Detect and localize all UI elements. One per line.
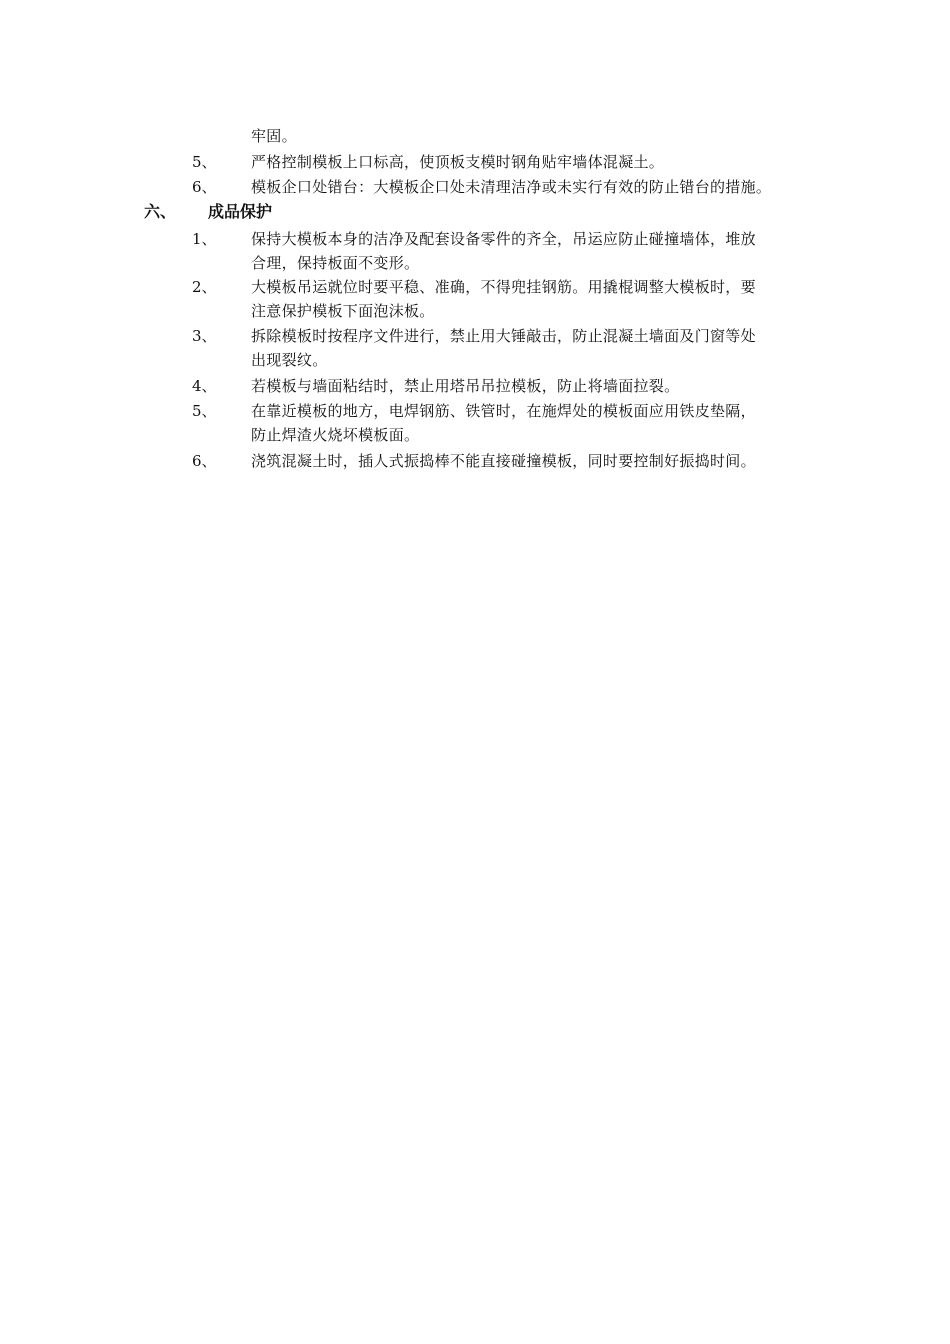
list-item-number: 3、 — [192, 327, 217, 345]
list-item-text: 若模板与墙面粘结时，禁止用塔吊吊拉模板，防止将墙面拉裂。 — [251, 377, 680, 395]
list-item-text: 在靠近模板的地方，电焊钢筋、铁管时，在施焊处的模板面应用铁皮垫隔， — [251, 402, 756, 420]
list-item-text: 出现裂纹。 — [251, 351, 328, 369]
list-item-number: 6、 — [192, 178, 217, 196]
list-item-text: 大模板吊运就位时要平稳、准确，不得兜挂钢筋。用撬棍调整大模板时，要 — [251, 278, 756, 296]
list-item-text: 模板企口处错台：大模板企口处未清理洁净或未实行有效的防止错台的措施。 — [251, 178, 772, 196]
list-item-text: 注意保护模板下面泡沫板。 — [251, 302, 435, 320]
list-item-text: 拆除模板时按程序文件进行，禁止用大锤敲击，防止混凝土墙面及门窗等处 — [251, 327, 756, 345]
list-item-text: 合理，保持板面不变形。 — [251, 254, 420, 272]
list-item-text: 防止焊渣火烧坏模板面。 — [251, 426, 420, 444]
section-title: 成品保护 — [208, 202, 273, 221]
list-item-text: 严格控制模板上口标高，使顶板支模时钢角贴牢墙体混凝土。 — [251, 153, 665, 171]
list-item-number: 1、 — [192, 230, 217, 248]
list-item-text: 保持大模板本身的洁净及配套设备零件的齐全，吊运应防止碰撞墙体，堆放 — [251, 230, 756, 248]
list-item-number: 5、 — [192, 402, 217, 420]
list-item-number: 4、 — [192, 377, 217, 395]
list-item-number: 2、 — [192, 278, 217, 296]
list-item-text: 浇筑混凝土时，插人式振捣棒不能直接碰撞模板，同时要控制好振捣时间。 — [251, 452, 756, 470]
list-item-number: 5、 — [192, 153, 217, 171]
list-item-number: 6、 — [192, 452, 217, 470]
continuation-text: 牢固。 — [251, 127, 297, 145]
section-number: 六、 — [144, 202, 177, 221]
